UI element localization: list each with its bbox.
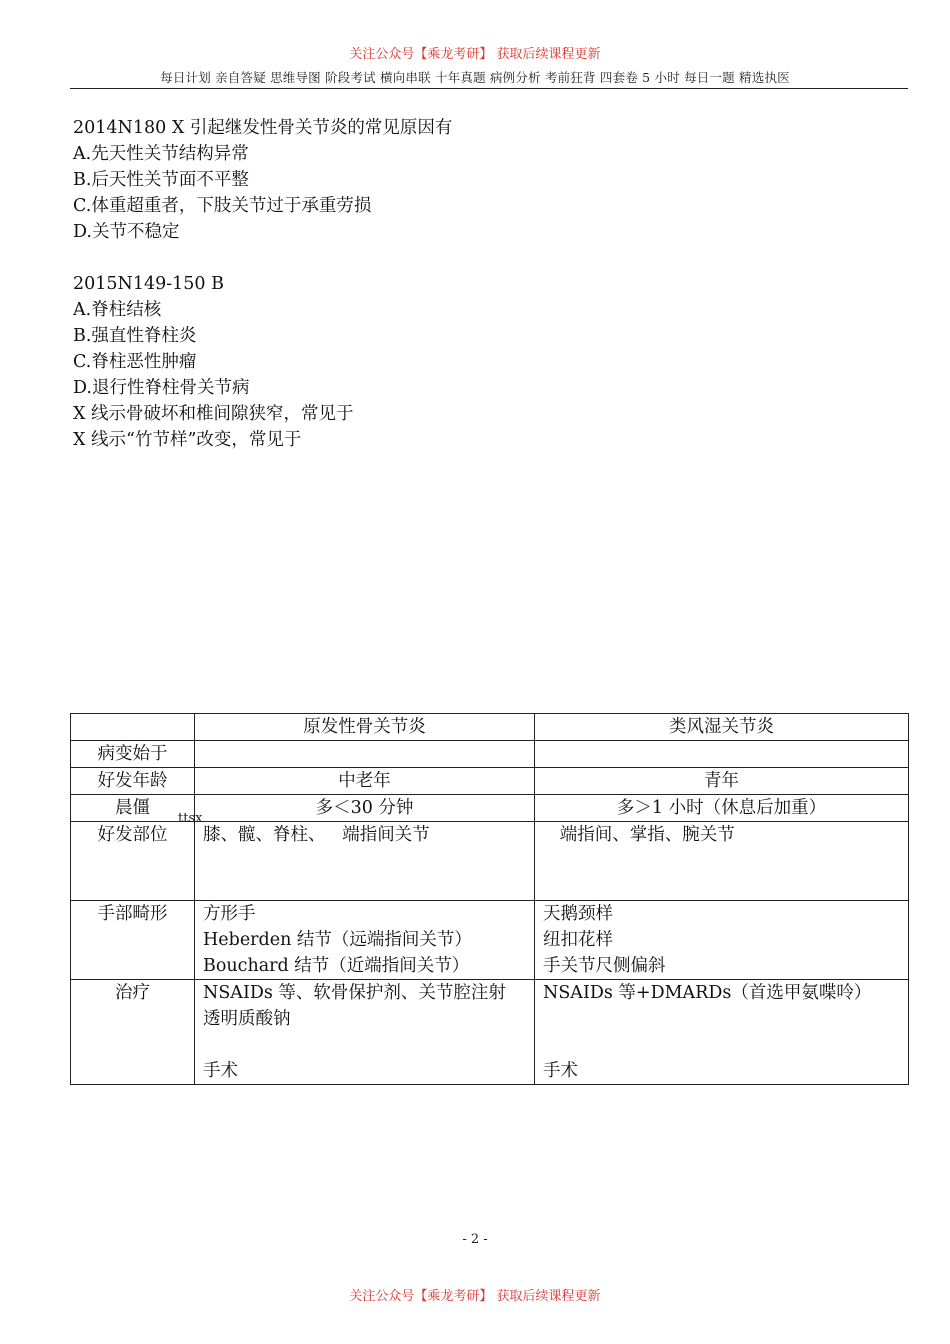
row-label: 晨僵 — [71, 795, 195, 822]
header-cell-empty — [71, 714, 195, 741]
cell-ra — [535, 741, 909, 768]
header-promo: 关注公众号【乘龙考研】 获取后续课程更新 — [349, 47, 601, 62]
header-cell-ra: 类风湿关节炎 — [535, 714, 909, 741]
header-nav: 每日计划 亲自答疑 思维导图 阶段考试 横向串联 十年真题 病例分析 考前狂背 四套卷 5 小时 每日一题 精选执医 — [160, 70, 790, 85]
ra-hand-line: 手关节尺侧偏斜 — [543, 956, 666, 976]
oa-hand-line: Bouchard 结节（近端指间关节） — [203, 956, 470, 976]
cell-ra: 青年 — [535, 768, 909, 795]
ra-treatment-line: 手术 — [543, 1061, 578, 1081]
cell-ra — [535, 901, 909, 980]
row-label: 手部畸形 — [71, 901, 195, 980]
option-d: D.关节不稳定 — [73, 222, 180, 242]
ra-treatment-line — [543, 1032, 900, 1058]
cell-oa — [195, 980, 535, 1085]
oa-treatment-line: 手术 — [203, 1061, 238, 1081]
question-stem: 2014N180 X 引起继发性骨关节炎的常见原因有 — [73, 118, 453, 138]
page-number: - 2 - — [462, 1232, 488, 1247]
option-a: A.脊柱结核 — [73, 300, 162, 320]
sub-question-150: X 线示“竹节样”改变，常见于 — [73, 430, 302, 450]
oa-hand-line: Heberden 结节（远端指间关节） — [203, 930, 472, 950]
row-label: 好发部位 — [71, 822, 195, 901]
header-divider — [70, 88, 908, 89]
comparison-table — [70, 713, 909, 1085]
question-stem: 2015N149-150 B — [73, 274, 224, 294]
cell-ra — [535, 980, 909, 1085]
option-c: C.脊柱恶性肿瘤 — [73, 352, 197, 372]
oa-hand-line: 方形手 — [203, 904, 256, 924]
oa-treatment-line: 透明质酸钠 — [203, 1009, 291, 1029]
option-d: D.退行性脊柱骨关节病 — [73, 378, 250, 398]
cell-oa: 中老年 — [195, 768, 535, 795]
table-header-row — [71, 714, 909, 741]
table-row-treatment — [71, 980, 909, 1085]
sub-question-149: X 线示骨破坏和椎间隙狭窄，常见于 — [73, 404, 354, 424]
table-row-hand — [71, 901, 909, 980]
cell-oa — [195, 901, 535, 980]
table-row-site — [71, 822, 909, 901]
option-b: B.强直性脊柱炎 — [73, 326, 197, 346]
table-row-age — [71, 768, 909, 795]
question-2014n180 — [73, 115, 893, 245]
cell-ra: 端指间、掌指、腕关节 — [535, 822, 909, 901]
table-annotation: ttsx — [178, 811, 203, 826]
ra-hand-line: 天鹅颈样 — [543, 904, 613, 924]
cell-oa — [195, 741, 535, 768]
header-cell-oa: 原发性骨关节炎 — [195, 714, 535, 741]
option-c: C.体重超重者，下肢关节过于承重劳损 — [73, 196, 372, 216]
ra-hand-line: 纽扣花样 — [543, 930, 613, 950]
cell-oa: 膝、髋、脊柱、 端指间关节 — [195, 822, 535, 901]
option-a: A.先天性关节结构异常 — [73, 144, 249, 164]
row-label: 治疗 — [71, 980, 195, 1085]
option-b: B.后天性关节面不平整 — [73, 170, 249, 190]
oa-treatment-line: NSAIDs 等、软骨保护剂、关节腔注射 — [203, 983, 506, 1003]
ra-treatment-line — [543, 1006, 900, 1032]
ra-treatment-line: NSAIDs 等+DMARDs（首选甲氨喋呤） — [543, 983, 872, 1003]
cell-ra: 多＞1 小时（休息后加重） — [535, 795, 909, 822]
question-2015n149 — [73, 271, 893, 453]
table-row-onset — [71, 741, 909, 768]
row-label: 病变始于 — [71, 741, 195, 768]
row-label: 好发年龄 — [71, 768, 195, 795]
footer-promo: 关注公众号【乘龙考研】 获取后续课程更新 — [349, 1289, 601, 1304]
oa-treatment-line — [203, 1032, 526, 1058]
cell-oa: 多＜30 分钟 — [195, 795, 535, 822]
